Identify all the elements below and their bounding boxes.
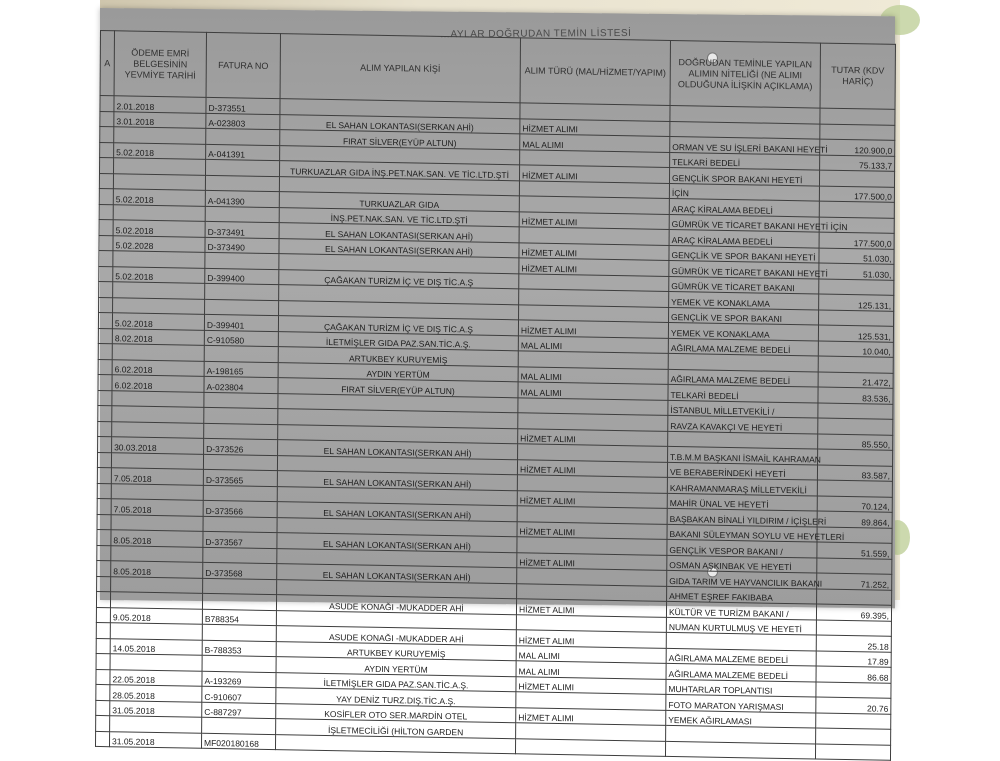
cell-supplier: ÇAĞAKAN TURİZM İÇ VE DIŞ TİC.A.Ş (278, 316, 518, 336)
cell-a (96, 638, 110, 654)
cell-amount (816, 620, 891, 637)
cell-amount: 21.472, (818, 372, 893, 389)
cell-a (97, 452, 111, 468)
cell-supplier: EL SAHAN LOKANTASI(SERKAN AHİ) (277, 533, 517, 553)
cell-purchase-type: HİZMET ALIMI (517, 521, 667, 539)
cell-supplier: ARTUKBEY KURUYEMİŞ (276, 641, 516, 661)
cell-invoice-no (204, 392, 278, 409)
cell-date: 28.05.2018 (110, 685, 202, 702)
cell-amount (816, 682, 891, 699)
cell-a (100, 157, 114, 173)
cell-supplier: TURKUAZLAR GIDA İNŞ.PET.NAK.SAN. VE TİC.LTD.ŞTİ (279, 161, 519, 181)
cell-a (99, 297, 113, 313)
cell-date: 30.03.2018 (112, 437, 204, 454)
cell-date (112, 344, 204, 361)
cell-purchase-type: MAL ALIMI (516, 645, 666, 663)
cell-amount (819, 279, 894, 296)
cell-date: 9.05.2018 (110, 607, 202, 624)
cell-supplier: AYDIN YERTÜM (278, 362, 518, 382)
cell-a (100, 126, 114, 142)
cell-amount: 125.531, (818, 325, 893, 342)
cell-a (98, 343, 112, 359)
cell-a (96, 653, 110, 669)
cell-invoice-no (202, 717, 276, 734)
cell-supplier: FIRAT SİLVER(EYÜP ALTUN) (280, 130, 520, 150)
cell-description: YEMEK VE KONAKLAMA (668, 322, 818, 340)
cell-date (111, 545, 203, 562)
cell-a (98, 328, 112, 344)
cell-amount (819, 310, 894, 327)
cell-purchase-type: HİZMET ALIMI (519, 258, 669, 276)
cell-amount: 20.76 (816, 697, 891, 714)
cell-supplier (275, 734, 515, 754)
cell-amount: 86.68 (816, 666, 891, 683)
cell-date: 8.02.2018 (112, 328, 204, 345)
cell-supplier: İŞLETMECİLİĞİ (HİLTON GARDEN (276, 719, 516, 739)
cell-invoice-no: B788354 (202, 609, 276, 626)
cell-supplier: ARTUKBEY KURUYEMİŞ (278, 347, 518, 367)
cell-description: TELKARİ BEDELİ (670, 152, 820, 170)
cell-invoice-no: D-373491 (205, 221, 279, 238)
cell-a (97, 514, 111, 530)
cell-invoice-no: C-887297 (202, 702, 276, 719)
cell-amount (818, 418, 893, 435)
cell-a (96, 684, 110, 700)
cell-invoice-no: D-373490 (205, 237, 279, 254)
cell-description: TELKARİ BEDELİ (668, 384, 818, 402)
procurement-table (95, 27, 896, 761)
cell-amount: 177.500,0 (819, 232, 894, 249)
cell-date (112, 406, 204, 423)
cell-a (99, 281, 113, 297)
cell-invoice-no: A-041390 (205, 190, 279, 207)
cell-amount (818, 403, 893, 420)
cell-purchase-type: HİZMET ALIMI (520, 118, 670, 136)
cell-invoice-no: A-023803 (206, 113, 280, 130)
cell-invoice-no (203, 454, 277, 471)
cell-supplier: ASUDE KONAĞI -MUKADDER AHİ (276, 595, 516, 615)
cell-date (112, 421, 204, 438)
cell-date: 8.05.2018 (111, 530, 203, 547)
cell-amount: 120.900,0 (820, 139, 895, 156)
cell-amount (819, 170, 894, 187)
cell-a (99, 250, 113, 266)
cell-date: 31.05.2018 (109, 731, 201, 748)
cell-invoice-no: D-373526 (204, 438, 278, 455)
cell-date (111, 514, 203, 531)
cell-invoice-no: D-373568 (203, 562, 277, 579)
cell-description: RAVZA KAVAKÇI VE HEYETİ (668, 415, 818, 433)
cell-description: NUMAN KURTULMUŞ VE HEYETİ (666, 617, 816, 635)
cell-a (97, 529, 111, 545)
cell-date: 2.01.2018 (114, 96, 206, 113)
cell-description: VE BERABERİNDEKİ HEYETİ (667, 462, 817, 480)
cell-a (99, 173, 113, 189)
cell-a (99, 219, 113, 235)
cell-invoice-no: D-373567 (203, 531, 277, 548)
cell-invoice-no: MF020180168 (201, 733, 275, 750)
header-supplier: ALIM YAPILAN KİŞİ (280, 34, 520, 103)
cell-purchase-type: MAL ALIMI (518, 366, 668, 384)
cell-invoice-no (205, 283, 279, 300)
cell-a (99, 266, 113, 282)
cell-description: MAHİR ÜNAL VE HEYETİ (667, 493, 817, 511)
cell-a (99, 235, 113, 251)
cell-invoice-no (205, 159, 279, 176)
cell-a (99, 204, 113, 220)
header-purchase-type: ALIM TÜRÜ (MAL/HİZMET/YAPIM) (520, 38, 670, 106)
cell-date: 6.02.2018 (112, 359, 204, 376)
cell-date: 22.05.2018 (110, 669, 202, 686)
cell-description: AĞIRLAMA MALZEME BEDELİ (666, 648, 816, 666)
cell-date (114, 158, 206, 175)
cell-description: ARAÇ KİRALAMA BEDELİ (669, 198, 819, 216)
header-invoice-no: FATURA NO (206, 32, 280, 98)
cell-description: GÜMRÜK VE TİCARET BAKANI (669, 276, 819, 294)
cell-a (100, 111, 114, 127)
cell-purchase-type: HİZMET ALIMI (519, 211, 669, 229)
cell-supplier: EL SAHAN LOKANTASI(SERKAN AHİ) (278, 440, 518, 460)
cell-date (113, 282, 205, 299)
cell-date (111, 483, 203, 500)
cell-date: 7.05.2018 (111, 468, 203, 485)
cell-invoice-no (202, 624, 276, 641)
cell-description: OSMAN AŞKINBAK VE HEYETİ (667, 555, 817, 573)
cell-a (100, 96, 114, 112)
cell-description: ARAÇ KİRALAMA BEDELİ (669, 229, 819, 247)
cell-description: BAŞBAKAN BİNALİ YILDIRIM / İÇİŞLERİ (667, 508, 817, 526)
cell-invoice-no (206, 128, 280, 145)
cell-amount: 125.131, (819, 294, 894, 311)
cell-purchase-type: HİZMET ALIMI (516, 599, 666, 617)
cell-description: GENÇLİK SPOR BAKANI HEYETİ (669, 167, 819, 185)
cell-purchase-type: HİZMET ALIMI (517, 552, 667, 570)
cell-amount: 10.040, (818, 341, 893, 358)
cell-invoice-no: B-788353 (202, 640, 276, 657)
cell-invoice-no (205, 206, 279, 223)
cell-invoice-no: D-399401 (204, 314, 278, 331)
cell-purchase-type: MAL ALIMI (518, 382, 668, 400)
cell-invoice-no (204, 407, 278, 424)
cell-supplier: İNŞ.PET.NAK.SAN. VE TİC.LTD.ŞTİ (279, 207, 519, 227)
cell-a (97, 467, 111, 483)
cell-description: GENÇLİK VE SPOR BAKANI HEYETİ (669, 245, 819, 263)
cell-date: 5.02.2018 (112, 313, 204, 330)
cell-amount (820, 108, 895, 125)
cell-description: İÇİN (669, 183, 819, 201)
cell-purchase-type: HİZMET ALIMI (516, 707, 666, 725)
cell-amount: 85.550, (818, 434, 893, 451)
cell-purchase-type: HİZMET ALIMI (519, 165, 669, 183)
cell-amount (817, 558, 892, 575)
cell-a (98, 374, 112, 390)
cell-purchase-type: HİZMET ALIMI (517, 459, 667, 477)
cell-description: GENÇLİK VESPOR BAKANI / (667, 539, 817, 557)
cell-invoice-no: C-910580 (204, 330, 278, 347)
cell-a (96, 622, 110, 638)
cell-date (112, 390, 204, 407)
cell-invoice-no: A-193269 (202, 671, 276, 688)
cell-purchase-type (515, 738, 665, 756)
cell-invoice-no (205, 175, 279, 192)
cell-description: MUHTARLAR TOPLANTISI (666, 679, 816, 697)
cell-purchase-type: HİZMET ALIMI (516, 676, 666, 694)
cell-description: GENÇLİK VE SPOR BAKANI (669, 307, 819, 325)
cell-a (100, 142, 114, 158)
cell-purchase-type: HİZMET ALIMI (519, 242, 669, 260)
cell-invoice-no: A-041391 (206, 144, 280, 161)
cell-purchase-type: HİZMET ALIMI (518, 320, 668, 338)
cell-amount: 70.124, (817, 496, 892, 513)
cell-purchase-type: HİZMET ALIMI (518, 428, 668, 446)
cell-amount: 17.89 (816, 651, 891, 668)
cell-invoice-no: C-910607 (202, 686, 276, 703)
cell-amount (815, 744, 890, 761)
cell-amount (818, 449, 893, 466)
cell-purchase-type: HİZMET ALIMI (516, 630, 666, 648)
cell-date (110, 592, 202, 609)
cell-description: GÜMRÜK VE TİCARET BAKANI HEYETİ İÇİN (669, 214, 819, 232)
cell-invoice-no (204, 345, 278, 362)
cell-amount: 83.587, (817, 465, 892, 482)
cell-date: 14.05.2018 (110, 638, 202, 655)
cell-invoice-no (203, 516, 277, 533)
cell-a (98, 421, 112, 437)
cell-description: AĞIRLAMA MALZEME BEDELİ (668, 338, 818, 356)
cell-description: YEMEK VE KONAKLAMA (669, 291, 819, 309)
cell-description: KAHRAMANMARAŞ MİLLETVEKİLİ (667, 477, 817, 495)
document-sheet (100, 8, 895, 749)
cell-invoice-no (203, 578, 277, 595)
cell-amount (817, 589, 892, 606)
cell-supplier: TURKUAZLAR GIDA (279, 192, 519, 212)
cell-description: ORMAN VE SU İŞLERİ BAKANI HEYETİ (670, 136, 820, 154)
cell-a (97, 498, 111, 514)
cell-description: GIDA TARIM VE HAYVANCILIK BAKANI (667, 570, 817, 588)
cell-description: GÜMRÜK VE TİCARET BAKANI HEYETİ (669, 260, 819, 278)
cell-amount: 75.133,7 (820, 155, 895, 172)
cell-date: 5.02.2018 (113, 189, 205, 206)
cell-supplier: ASUDE KONAĞI -MUKADDER AHİ (276, 626, 516, 646)
cell-a (96, 607, 110, 623)
cell-purchase-type: MAL ALIMI (516, 661, 666, 679)
cell-date (113, 251, 205, 268)
cell-supplier: EL SAHAN LOKANTASI(SERKAN AHİ) (277, 471, 517, 491)
cell-date (111, 576, 203, 593)
cell-supplier: EL SAHAN LOKANTASI(SERKAN AHİ) (277, 502, 517, 522)
cell-invoice-no (204, 423, 278, 440)
cell-supplier: EL SAHAN LOKANTASI(SERKAN AHİ) (279, 238, 519, 258)
cell-amount (816, 713, 891, 730)
cell-amount (816, 728, 891, 745)
cell-invoice-no (202, 655, 276, 672)
cell-supplier: YAY DENİZ TURZ.DIŞ.TİC.A.Ş. (276, 688, 516, 708)
cell-description: T.B.M.M BAŞKANI İSMAİL KAHRAMAN (668, 446, 818, 464)
cell-invoice-no: A-198165 (204, 361, 278, 378)
cell-invoice-no: D-373565 (203, 469, 277, 486)
cell-invoice-no (205, 299, 279, 316)
cell-invoice-no: A-023804 (204, 376, 278, 393)
cell-description: FOTO MARATON YARIŞMASI (666, 694, 816, 712)
cell-purchase-type: MAL ALIMI (520, 134, 670, 152)
cell-description: AĞIRLAMA MALZEME BEDELİ (668, 369, 818, 387)
cell-amount: 69.395, (816, 604, 891, 621)
cell-supplier: EL SAHAN LOKANTASI(SERKAN AHİ) (279, 223, 519, 243)
cell-a (98, 436, 112, 452)
cell-a (96, 669, 110, 685)
cell-a (97, 576, 111, 592)
cell-date: 8.05.2018 (111, 561, 203, 578)
cell-a (96, 715, 110, 731)
cell-date: 5.02.2028 (113, 235, 205, 252)
cell-invoice-no (202, 593, 276, 610)
cell-invoice-no (203, 547, 277, 564)
cell-amount: 51.030, (819, 248, 894, 265)
cell-supplier: EL SAHAN LOKANTASI(SERKAN AHİ) (277, 564, 517, 584)
cell-supplier: KOSİFLER OTO SER.MARDİN OTEL (276, 703, 516, 723)
cell-supplier: EL SAHAN LOKANTASI(SERKAN AHİ) (280, 114, 520, 134)
cell-date: 5.02.2018 (114, 142, 206, 159)
cell-date (114, 127, 206, 144)
cell-amount: 25.18 (816, 635, 891, 652)
cell-date (113, 297, 205, 314)
cell-supplier: İLETMİŞLER GIDA PAZ.SAN.TİC.A.Ş. (276, 672, 516, 692)
cell-invoice-no: D-399400 (205, 268, 279, 285)
cell-date (110, 654, 202, 671)
cell-a (98, 312, 112, 328)
cell-amount: 51.030, (819, 263, 894, 280)
cell-a (98, 390, 112, 406)
cell-description: İSTANBUL MİLLETVEKİLİ / (668, 400, 818, 418)
cell-amount (817, 480, 892, 497)
header-col-a: A (100, 31, 114, 96)
cell-invoice-no (205, 252, 279, 269)
cell-purchase-type: HİZMET ALIMI (517, 490, 667, 508)
cell-a (98, 405, 112, 421)
cell-description: AHMET EŞREF FAKIBABA (667, 586, 817, 604)
cell-amount: 83.536, (818, 387, 893, 404)
cell-supplier: AYDIN YERTÜM (276, 657, 516, 677)
cell-supplier: ÇAĞAKAN TURİZM İÇ VE DIŞ TİC.A.Ş (279, 269, 519, 289)
cell-amount: 71.252, (817, 573, 892, 590)
cell-supplier: İLETMİŞLER GIDA PAZ.SAN.TİC.A.Ş. (278, 331, 518, 351)
cell-date (111, 452, 203, 469)
cell-amount: 177.500,0 (819, 186, 894, 203)
cell-description: BAKANI SÜLEYMAN SOYLU VE HEYETLERİ (667, 524, 817, 542)
cell-date (110, 623, 202, 640)
cell-date (113, 173, 205, 190)
cell-a (97, 483, 111, 499)
cell-purchase-type: MAL ALIMI (518, 335, 668, 353)
cell-a (98, 359, 112, 375)
cell-date (113, 204, 205, 221)
cell-a (95, 731, 109, 747)
cell-amount (819, 201, 894, 218)
cell-description (665, 741, 815, 759)
cell-date: 6.02.2018 (112, 375, 204, 392)
cell-a (96, 700, 110, 716)
cell-invoice-no: D-373566 (203, 500, 277, 517)
cell-date: 31.05.2018 (110, 700, 202, 717)
cell-invoice-no (203, 485, 277, 502)
document-title: …AYLAR DOĞRUDAN TEMİN LİSTESİ (439, 27, 632, 41)
cell-description: AĞIRLAMA MALZEME BEDELİ (666, 663, 816, 681)
cell-date (110, 716, 202, 733)
cell-description: KÜLTÜR VE TURİZM BAKANI / (666, 601, 816, 619)
cell-description: YEMEK AĞIRLAMASI (666, 710, 816, 728)
cell-a (96, 591, 110, 607)
table-body (95, 96, 895, 761)
cell-supplier: FIRAT SİLVER(EYÜP ALTUN) (278, 378, 518, 398)
cell-date: 7.05.2018 (111, 499, 203, 516)
header-date: ÖDEME EMRİ BELGESİNİN YEVMİYE TARİHİ (114, 31, 206, 98)
cell-a (97, 545, 111, 561)
cell-a (97, 560, 111, 576)
cell-amount: 89.864, (817, 511, 892, 528)
cell-amount: 51.559, (817, 542, 892, 559)
cell-date: 3.01.2018 (114, 111, 206, 128)
header-amount: TUTAR (KDV HARİÇ) (820, 43, 895, 109)
cell-amount (820, 124, 895, 141)
cell-a (99, 188, 113, 204)
cell-amount (818, 356, 893, 373)
cell-date: 5.02.2018 (113, 266, 205, 283)
cell-date: 5.02.2018 (113, 220, 205, 237)
cell-invoice-no: D-373551 (206, 97, 280, 114)
header-description: DOĞRUDAN TEMİNLE YAPILAN ALIMIN NİTELİĞİ (NE ALIMI OLDUĞUNA İLİŞKİN AÇIKLAMA) (670, 40, 820, 108)
